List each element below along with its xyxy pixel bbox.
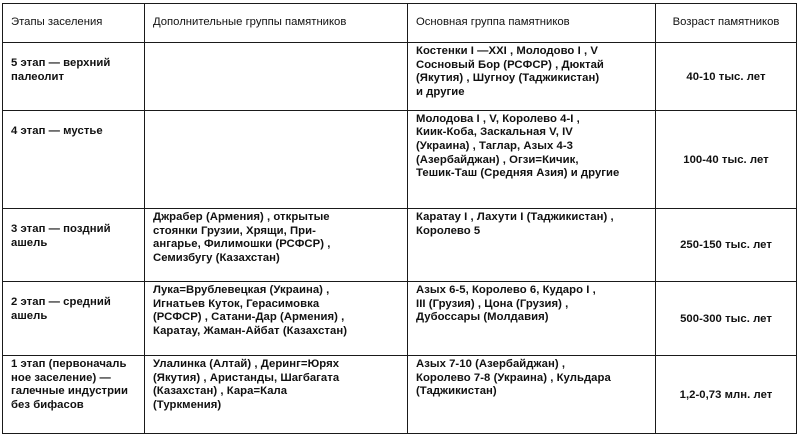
- stage-cell: [3, 355, 145, 433]
- age-cell: 100-40 тыс. лет: [656, 110, 797, 209]
- table-row: [3, 355, 797, 433]
- stage-cell-line: 2 этап — средний: [11, 296, 111, 309]
- table-row: [3, 282, 797, 356]
- main-group-cell-line: Костенки I —XXI , Молодово I , V: [416, 45, 598, 57]
- header-additional-groups: Дополнительные группы памятников: [145, 4, 408, 43]
- stage-cell-line: ашель: [11, 236, 48, 249]
- stage-cell: [3, 282, 145, 356]
- stage-cell: [3, 209, 145, 282]
- main-group-cell-line: (Якутия) , Шугноу (Таджикистан): [416, 72, 600, 85]
- main-group-cell-line: Сосновый Бор (РСФСР) , Дюктай: [416, 58, 604, 71]
- age-cell: 40-10 тыс. лет: [656, 43, 797, 111]
- additional-groups-cell-line: ангарье, Филимошки (РСФСР) ,: [153, 238, 331, 251]
- additional-groups-cell-line: Лука=Врублевецкая (Украина) ,: [153, 284, 330, 297]
- settlement-stages-table: [2, 3, 797, 434]
- stage-cell-line: ное заселение) —: [11, 371, 111, 384]
- additional-groups-cell: [145, 355, 408, 433]
- additional-groups-cell: [145, 282, 408, 356]
- main-group-cell-line: Молодова I , V, Королево 4-I ,: [416, 112, 580, 125]
- stage-cell: [3, 43, 145, 111]
- main-group-cell-line: (Азербайджан) , Огзи=Кичик,: [416, 153, 579, 166]
- main-group-cell-line: III (Грузия) , Цона (Грузия) ,: [416, 297, 569, 310]
- additional-groups-cell-line: Улалинка (Алтай) , Деринг=Юрях: [153, 357, 340, 370]
- main-group-cell-line: Азых 7-10 (Азербайджан) ,: [416, 357, 566, 370]
- main-group-cell-line: Азых 6-5, Королево 6, Кударо I ,: [416, 284, 596, 297]
- main-group-cell-line: Дубоссары (Молдавия): [416, 311, 549, 324]
- additional-groups-cell-line: (Якутия) , Аристанды, Шагбагата: [153, 371, 340, 384]
- additional-groups-cell-line: Каратау, Жаман-Айбат (Казахстан): [153, 324, 348, 337]
- main-group-cell-line: Киик-Коба, Заскальная V, IV: [416, 126, 573, 139]
- additional-groups-cell-line: Джрабер (Армения) , открытые: [153, 211, 330, 224]
- stage-cell-line: ашель: [11, 309, 48, 322]
- stage-cell: [3, 110, 145, 209]
- table-row: [3, 110, 797, 209]
- table-row: [3, 209, 797, 282]
- age-cell: 1,2-0,73 млн. лет: [656, 355, 797, 433]
- additional-groups-cell-line: (РСФСР) , Сатани-Дар (Армения) ,: [153, 311, 345, 324]
- main-group-cell: [408, 110, 656, 209]
- stage-cell-line: галечные индустрии: [11, 385, 129, 398]
- table-row: [3, 43, 797, 111]
- header-stage: Этапы заселения: [3, 4, 145, 43]
- main-group-cell: [408, 43, 656, 111]
- main-group-cell-line: (Таджикистан): [416, 385, 497, 398]
- main-group-cell: [408, 355, 656, 433]
- additional-groups-cell: [145, 209, 408, 282]
- main-group-cell-line: Королево 7-8 (Украина) , Кульдара: [416, 371, 611, 384]
- additional-groups-cell-line: (Казахстан) , Кара=Кала: [153, 385, 288, 398]
- table-header-row: [3, 4, 797, 43]
- main-group-cell-line: Каратау I , Лахути I (Таджикистан) ,: [416, 211, 614, 224]
- main-group-cell-line: (Украина) , Таглар, Азых 4-3: [416, 139, 573, 152]
- main-group-cell: [408, 209, 656, 282]
- main-group-cell-line: Королево 5: [416, 224, 481, 237]
- additional-groups-cell-line: Семизбугу (Казахстан): [153, 252, 280, 265]
- header-main-group: Основная группа памятников: [408, 4, 656, 43]
- main-group-cell-line: и другие: [416, 85, 465, 98]
- stage-cell-line: 3 этап — поздний: [11, 223, 111, 236]
- stage-cell-line: 5 этап — верхний: [11, 57, 111, 69]
- additional-groups-cell-line: (Туркмения): [153, 398, 222, 411]
- age-cell: 500-300 тыс. лет: [656, 282, 797, 356]
- age-cell: 250-150 тыс. лет: [656, 209, 797, 282]
- stage-cell-line: без бифасов: [11, 398, 84, 411]
- additional-groups-cell-line: стоянки Грузии, Хрящи, При-: [153, 224, 316, 237]
- main-group-cell-line: Тешик-Таш (Средняя Азия) и другие: [416, 167, 620, 180]
- additional-groups-cell-line: Игнатьев Куток, Герасимовка: [153, 297, 320, 310]
- header-age: Возраст памятников: [656, 4, 797, 43]
- additional-groups-cell: [145, 110, 408, 209]
- stage-cell-line: 4 этап — мустье: [11, 124, 103, 137]
- stage-cell-line: палеолит: [11, 70, 65, 83]
- stage-cell-line: 1 этап (первоначаль: [11, 357, 127, 370]
- main-group-cell: [408, 282, 656, 356]
- additional-groups-cell: [145, 43, 408, 111]
